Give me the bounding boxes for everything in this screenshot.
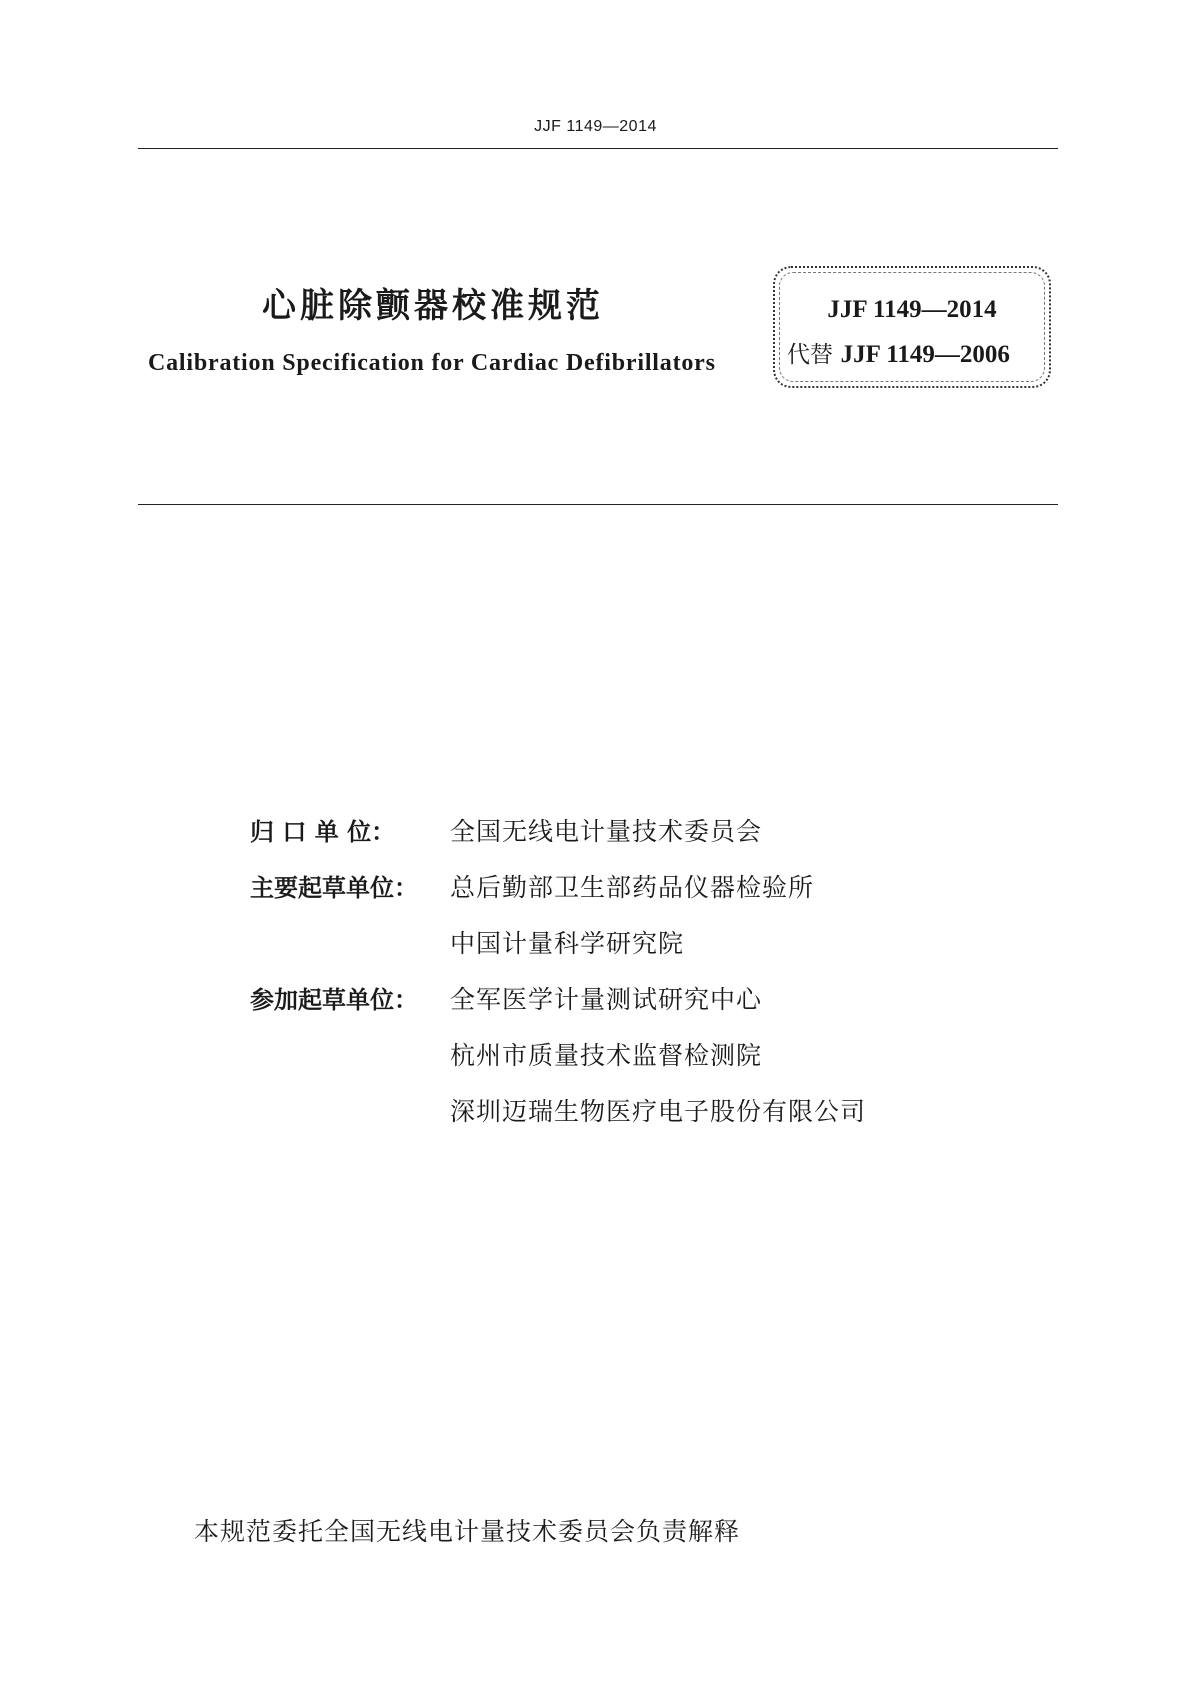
unit-value: 总后勤部卫生部药品仪器检验所 xyxy=(450,873,815,902)
drafting-units-list xyxy=(250,812,866,1148)
replace-word: 代替 xyxy=(787,342,833,368)
standard-code-replaced: JJF 1149—2006 xyxy=(840,341,1010,368)
standard-code-box xyxy=(773,266,1051,388)
unit-label: 参加起草单位： xyxy=(250,986,418,1014)
unit-value: 杭州市质量技术监督检测院 xyxy=(450,1041,763,1070)
standard-code-current: JJF 1149—2014 xyxy=(827,296,997,323)
unit-value: 全军医学计量测试研究中心 xyxy=(450,985,763,1014)
unit-row-responsible xyxy=(250,812,866,868)
unit-label: 归 口 单 位： xyxy=(250,818,396,846)
unit-value: 全国无线电计量技术委员会 xyxy=(450,817,763,846)
unit-label: 主要起草单位： xyxy=(250,874,418,902)
running-header-code: JJF 1149—2014 xyxy=(534,118,657,135)
unit-value: 深圳迈瑞生物医疗电子股份有限公司 xyxy=(450,1097,867,1126)
unit-row-participant-3 xyxy=(250,1092,866,1148)
title-section-rule xyxy=(138,504,1058,505)
title-english: Calibration Specification for Cardiac Defibrillators xyxy=(148,350,716,376)
header-rule xyxy=(138,148,1058,149)
standard-code-replaces xyxy=(787,336,1010,369)
unit-row-participant xyxy=(250,980,866,1036)
unit-row-main-drafter xyxy=(250,868,866,924)
unit-value: 中国计量科学研究院 xyxy=(450,929,685,958)
unit-row-main-drafter-2 xyxy=(250,924,866,980)
interpretation-note: 本规范委托全国无线电计量技术委员会负责解释 xyxy=(194,1517,741,1546)
unit-row-participant-2 xyxy=(250,1036,866,1092)
title-chinese: 心脏除颤器校准规范 xyxy=(262,286,604,326)
